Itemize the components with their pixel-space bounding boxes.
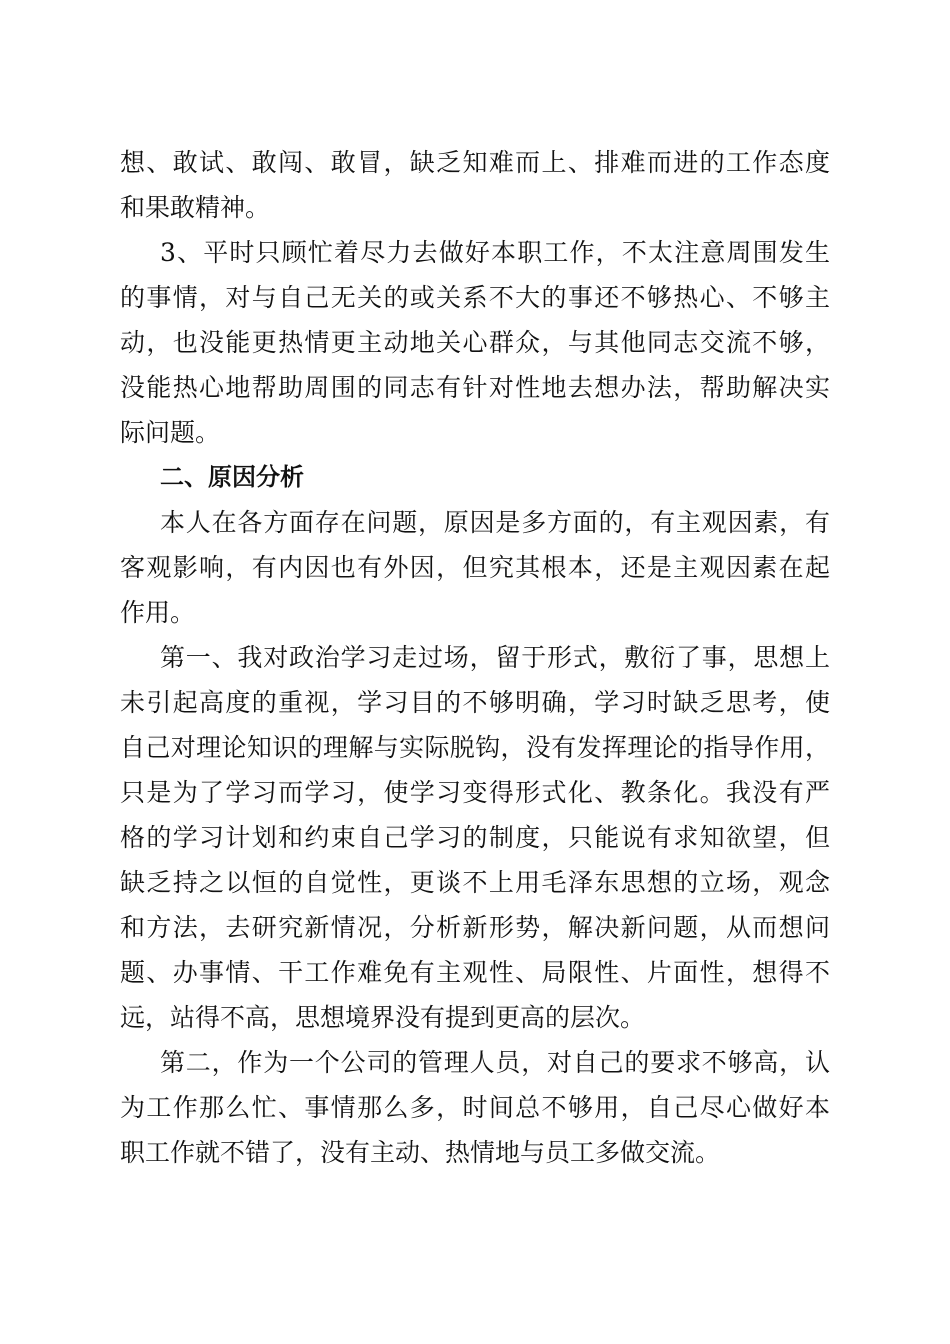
text-line: 自己对理论知识的理解与实际脱钩，没有发挥理论的指导作用，: [120, 733, 830, 762]
text-line: 格的学习计划和约束自己学习的制度，只能说有求知欲望，但: [120, 823, 830, 852]
text-line: 远，站得不高，思想境界没有提到更高的层次。: [120, 1003, 646, 1032]
paragraph-intro: [120, 500, 830, 635]
text-line: 动，也没能更热情更主动地关心群众，与其他同志交流不够，: [120, 328, 830, 357]
text-line: 3、平时只顾忙着尽力去做好本职工作，不太注意周围发生: [160, 238, 830, 267]
text-line: 只是为了学习而学习，使学习变得形式化、教条化。我没有严: [120, 778, 830, 807]
text-line: 职工作就不错了，没有主动、热情地与员工多做交流。: [120, 1138, 721, 1167]
paragraph-first-reason: [120, 635, 830, 1040]
paragraph-item-3: [120, 230, 830, 455]
text-line: 第一、我对政治学习走过场，留于形式，敷衍了事，思想上: [160, 643, 830, 672]
text-line: 客观影响，有内因也有外因，但究其根本，还是主观因素在起: [120, 553, 830, 582]
text-line: 没能热心地帮助周围的同志有针对性地去想办法，帮助解决实: [120, 373, 830, 402]
section-heading: 二、原因分析: [160, 463, 304, 491]
document-body: [120, 140, 830, 1175]
text-line: 和方法，去研究新情况，分析新形势，解决新问题，从而想问: [120, 913, 830, 942]
text-line: 第二，作为一个公司的管理人员，对自己的要求不够高，认: [160, 1048, 830, 1077]
text-line: 作用。: [120, 598, 196, 627]
text-line: 题、办事情、干工作难免有主观性、局限性、片面性，想得不: [120, 958, 830, 987]
paragraph-continuation: [120, 140, 830, 230]
text-line: 的事情，对与自己无关的或关系不大的事还不够热心、不够主: [120, 283, 830, 312]
text-line: 本人在各方面存在问题，原因是多方面的，有主观因素，有: [160, 508, 830, 537]
text-line: 和果敢精神。: [120, 193, 271, 222]
text-line: 为工作那么忙、事情那么多，时间总不够用，自己尽心做好本: [120, 1093, 830, 1122]
text-line: 未引起高度的重视，学习目的不够明确，学习时缺乏思考，使: [120, 688, 830, 717]
paragraph-second-reason: [120, 1040, 830, 1175]
text-line: 际问题。: [120, 418, 221, 447]
text-line: 缺乏持之以恒的自觉性，更谈不上用毛泽东思想的立场，观念: [120, 868, 830, 897]
text-line: 想、敢试、敢闯、敢冒，缺乏知难而上、排难而进的工作态度: [120, 148, 830, 177]
